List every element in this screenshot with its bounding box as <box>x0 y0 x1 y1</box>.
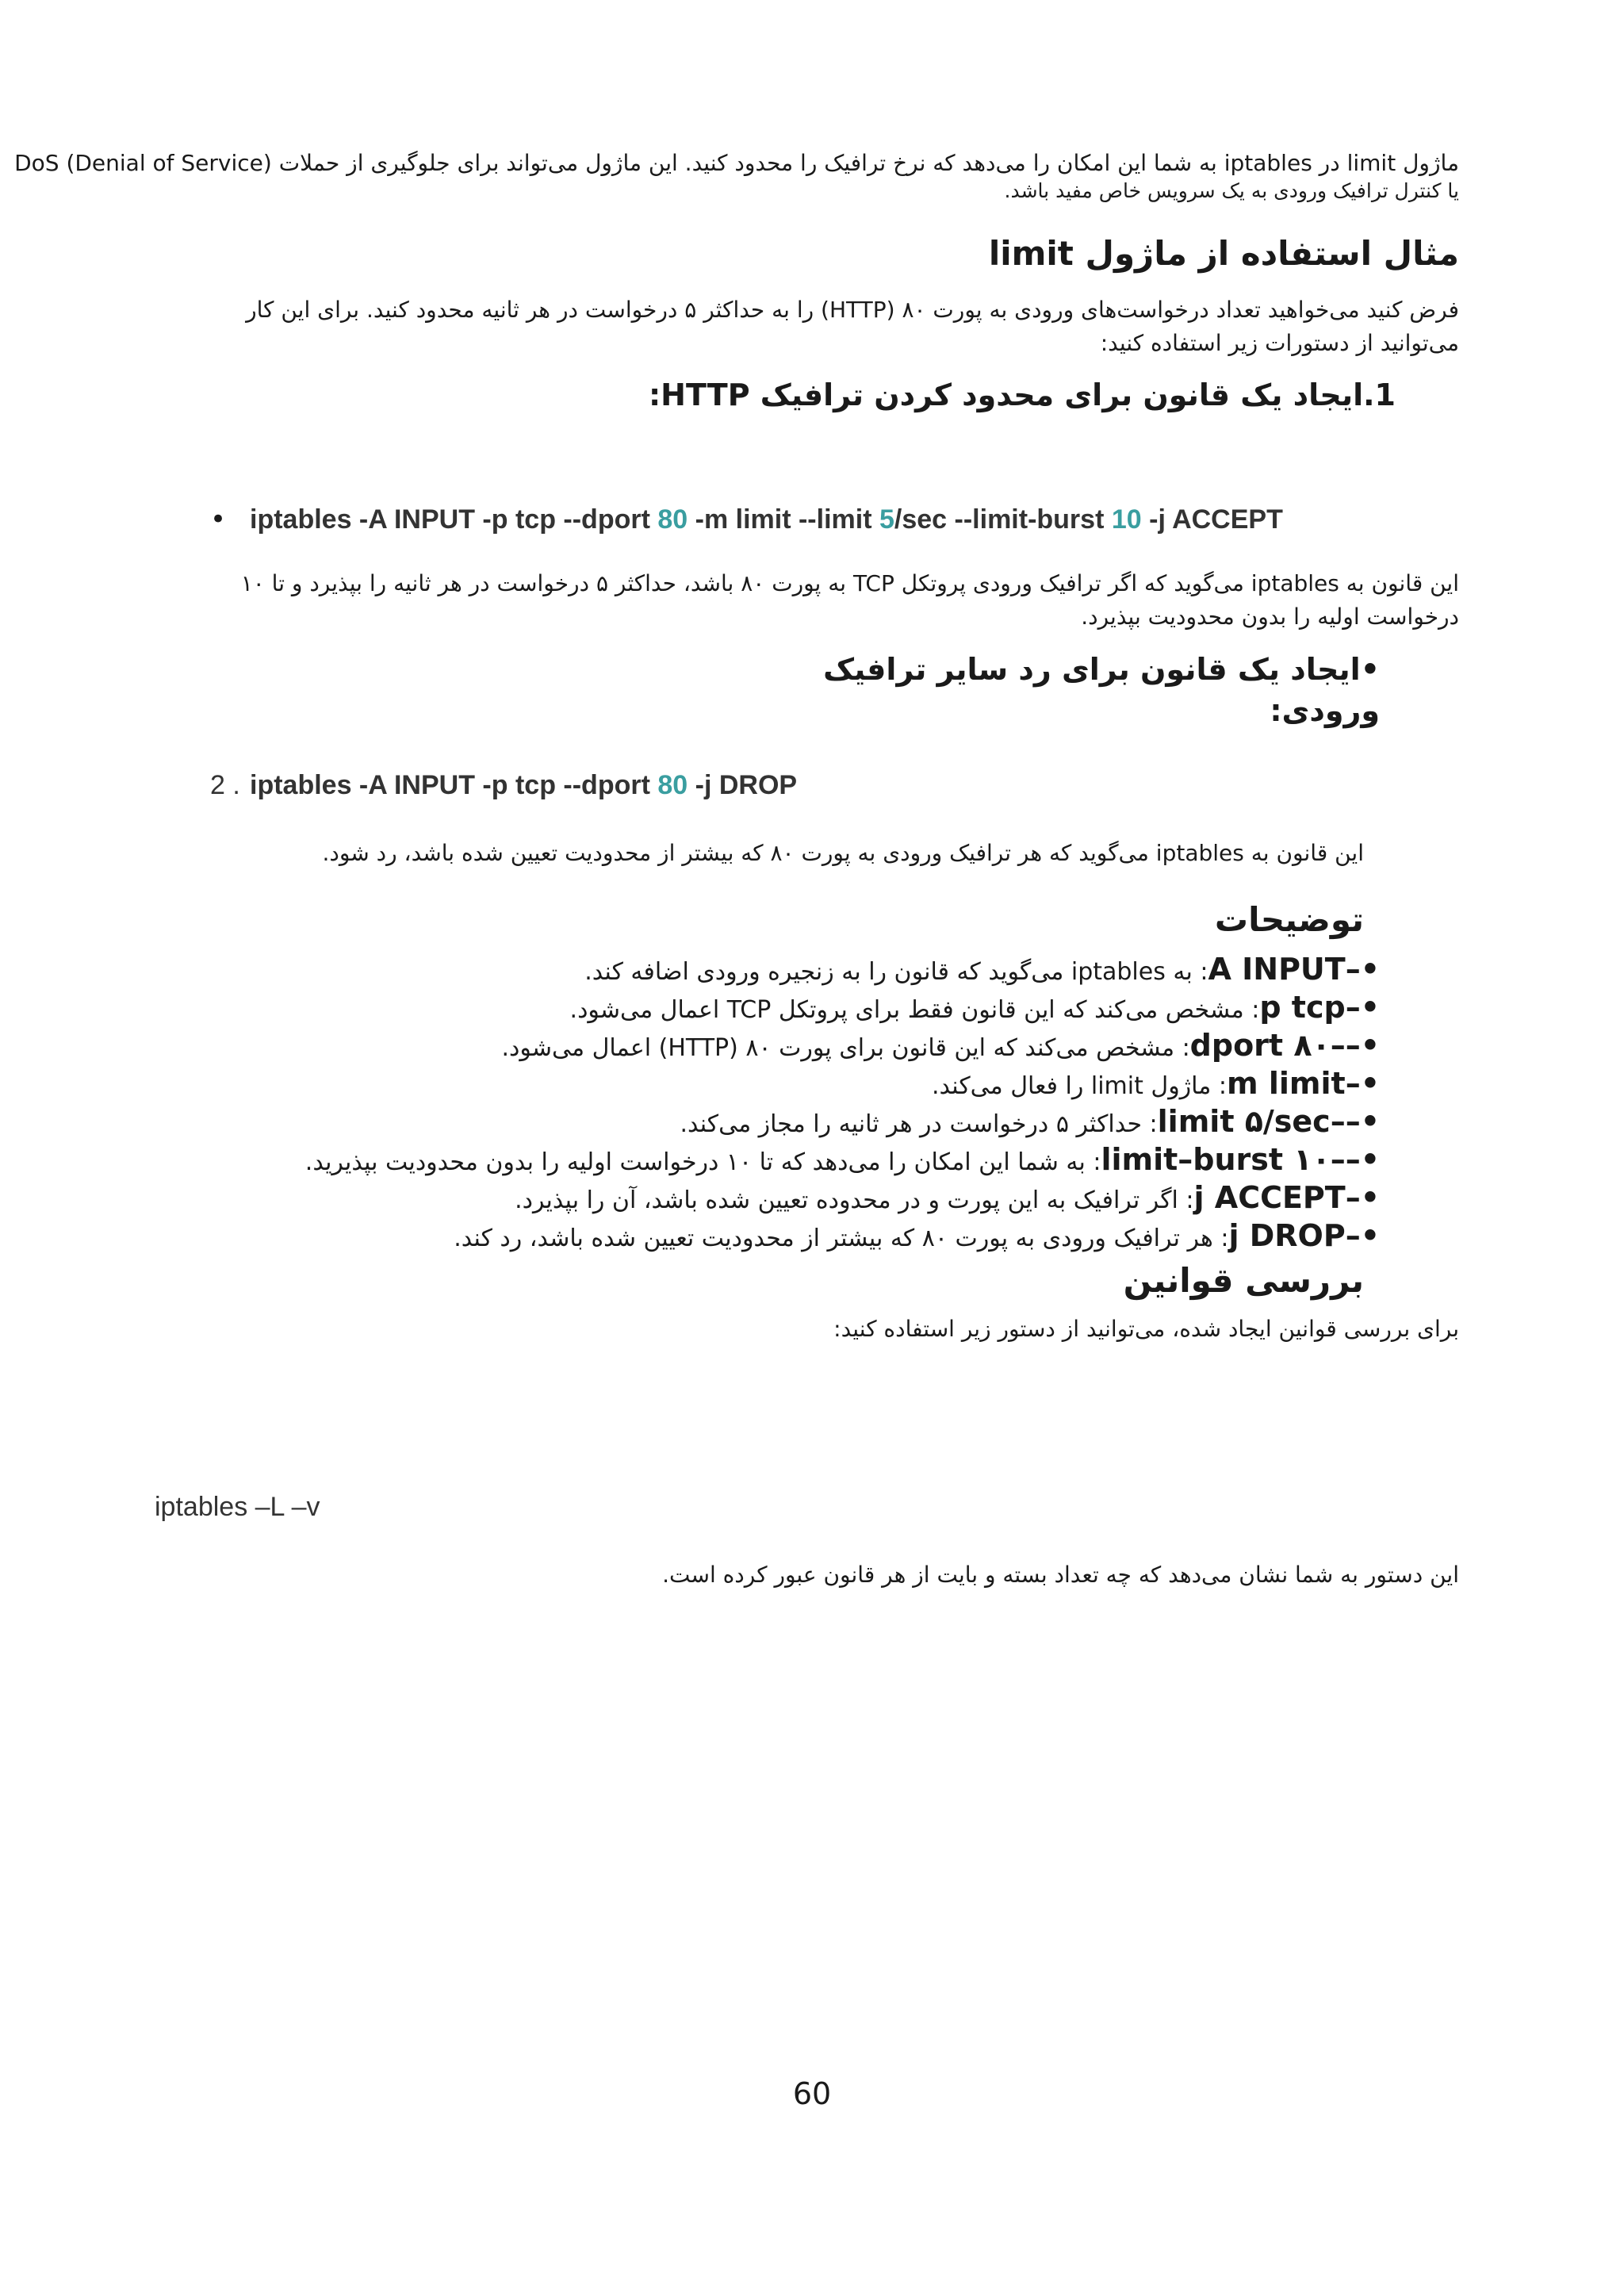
cmd-burst-number: 10 <box>1111 504 1142 535</box>
explanation-term: •––dport ۸۰ <box>1189 1028 1380 1063</box>
step1-desc-line-1: این قانون به iptables می‌گوید که اگر ترافیک ورودی پروتکل TCP به پورت ۸۰ باشد، حداکثر ۵ درخواست در هر ثانیه را بپذیرد و تا ۱۰ <box>240 570 1459 596</box>
example-heading: مثال استفاده از ماژول limit <box>988 234 1459 273</box>
step2-command <box>250 765 797 805</box>
explanation-text: : به iptables می‌گوید که قانون را به زنجیره ورودی اضافه کند. <box>584 958 1208 986</box>
explanation-item <box>238 1180 1380 1218</box>
step1-heading: 1.ایجاد یک قانون برای محدود کردن ترافیک HTTP: <box>648 378 1396 412</box>
explanation-item <box>238 1028 1380 1066</box>
explanations-heading: توضیحات <box>1214 900 1364 939</box>
explanation-term: •––limit–burst ۱۰ <box>1101 1142 1380 1177</box>
review-result: این دستور به شما نشان می‌دهد که چه تعداد بسته و بایت از هر قانون عبور کرده است. <box>662 1562 1459 1588</box>
step1-command-block <box>210 500 1400 539</box>
cmd-port-number: 80 <box>657 770 688 800</box>
cmd-port-number: 80 <box>657 504 688 535</box>
step1-command <box>250 500 1283 539</box>
step2-description: این قانون به iptables می‌گوید که هر ترافیک ورودی به پورت ۸۰ که بیشتر از محدودیت تعیین شده باشد، رد شود. <box>322 840 1364 866</box>
review-paragraph: برای بررسی قوانین ایجاد شده، می‌توانید از دستور زیر استفاده کنید: <box>833 1316 1459 1342</box>
cmd-part: iptables -A INPUT -p tcp --dport <box>250 504 658 535</box>
explanation-text: : حداکثر ۵ درخواست در هر ثانیه را مجاز می‌کند. <box>680 1110 1158 1138</box>
intro-line-1: ماژول limit در iptables به شما این امکان را می‌دهد که نرخ ترافیک را محدود کنید. این ماژول می‌تواند برای جلوگیری از حملات (DoS (Denial of Service <box>14 150 1459 176</box>
step2-command-block <box>210 765 924 805</box>
review-heading: بررسی قوانین <box>1123 1261 1364 1300</box>
explanation-term: •––limit ۵/sec <box>1157 1104 1380 1139</box>
cmd-part: iptables -A INPUT -p tcp --dport <box>250 770 658 800</box>
explanation-term: •–p tcp <box>1259 990 1380 1025</box>
page-number: 60 <box>792 2076 832 2111</box>
explanation-term: •–A INPUT <box>1208 952 1380 987</box>
explanation-item <box>238 1142 1380 1180</box>
explanation-term: •–m limit <box>1227 1066 1380 1101</box>
step1-desc-line-2: درخواست اولیه را بدون محدودیت بپذیرد. <box>1081 604 1459 630</box>
explanation-term: •–j ACCEPT <box>1193 1180 1380 1215</box>
bullet-dot: • <box>210 504 227 535</box>
explanation-text: : مشخص می‌کند که این قانون فقط برای پروتکل TCP اعمال می‌شود. <box>569 996 1260 1024</box>
explanation-item <box>238 1066 1380 1104</box>
explanation-text: : ماژول limit را فعال می‌کند. <box>931 1072 1228 1100</box>
example-line-1: فرض کنید می‌خواهید تعداد درخواست‌های ورودی به پورت ۸۰ (HTTP) را به حداکثر ۵ درخواست در هر ثانیه محدود کنید. برای این کار <box>246 297 1459 323</box>
review-command: iptables –L –v <box>155 1492 320 1522</box>
explanation-text: : اگر ترافیک به این پورت و در محدوده تعیین شده باشد، آن را بپذیرد. <box>515 1186 1194 1214</box>
explanation-item <box>238 1104 1380 1142</box>
cmd-part: /sec --limit-burst <box>894 504 1112 535</box>
list-number: 2 . <box>210 770 240 800</box>
intro-line-2: یا کنترل ترافیک ورودی به یک سرویس خاص مفید باشد. <box>1004 179 1459 202</box>
cmd-part: -j ACCEPT <box>1141 504 1283 535</box>
explanation-text: : به شما این امکان را می‌دهد که تا ۱۰ درخواست اولیه را بدون محدودیت بپذیرید. <box>304 1148 1101 1176</box>
cmd-part: -j DROP <box>688 770 798 800</box>
explanation-term: •–j DROP <box>1228 1218 1380 1253</box>
cmd-limit-number: 5 <box>879 504 894 535</box>
explanation-item <box>238 952 1380 990</box>
step2-heading: •ایجاد یک قانون برای رد سایر ترافیک ورودی: <box>823 652 1380 728</box>
explanation-item <box>238 1218 1380 1256</box>
example-paragraph <box>198 293 1459 360</box>
step1-description <box>198 567 1459 634</box>
explanation-item <box>238 990 1380 1028</box>
cmd-part: -m limit --limit <box>688 504 879 535</box>
explanations-list <box>238 952 1380 1256</box>
intro-paragraph <box>14 147 1459 202</box>
explanation-text: : هر ترافیک ورودی به پورت ۸۰ که بیشتر از محدودیت تعیین شده باشد، رد کند. <box>454 1225 1229 1252</box>
explanation-text: : مشخص می‌کند که این قانون برای پورت ۸۰ (HTTP) اعمال می‌شود. <box>501 1034 1190 1062</box>
example-line-2: می‌توانید از دستورات زیر استفاده کنید: <box>1100 330 1459 356</box>
